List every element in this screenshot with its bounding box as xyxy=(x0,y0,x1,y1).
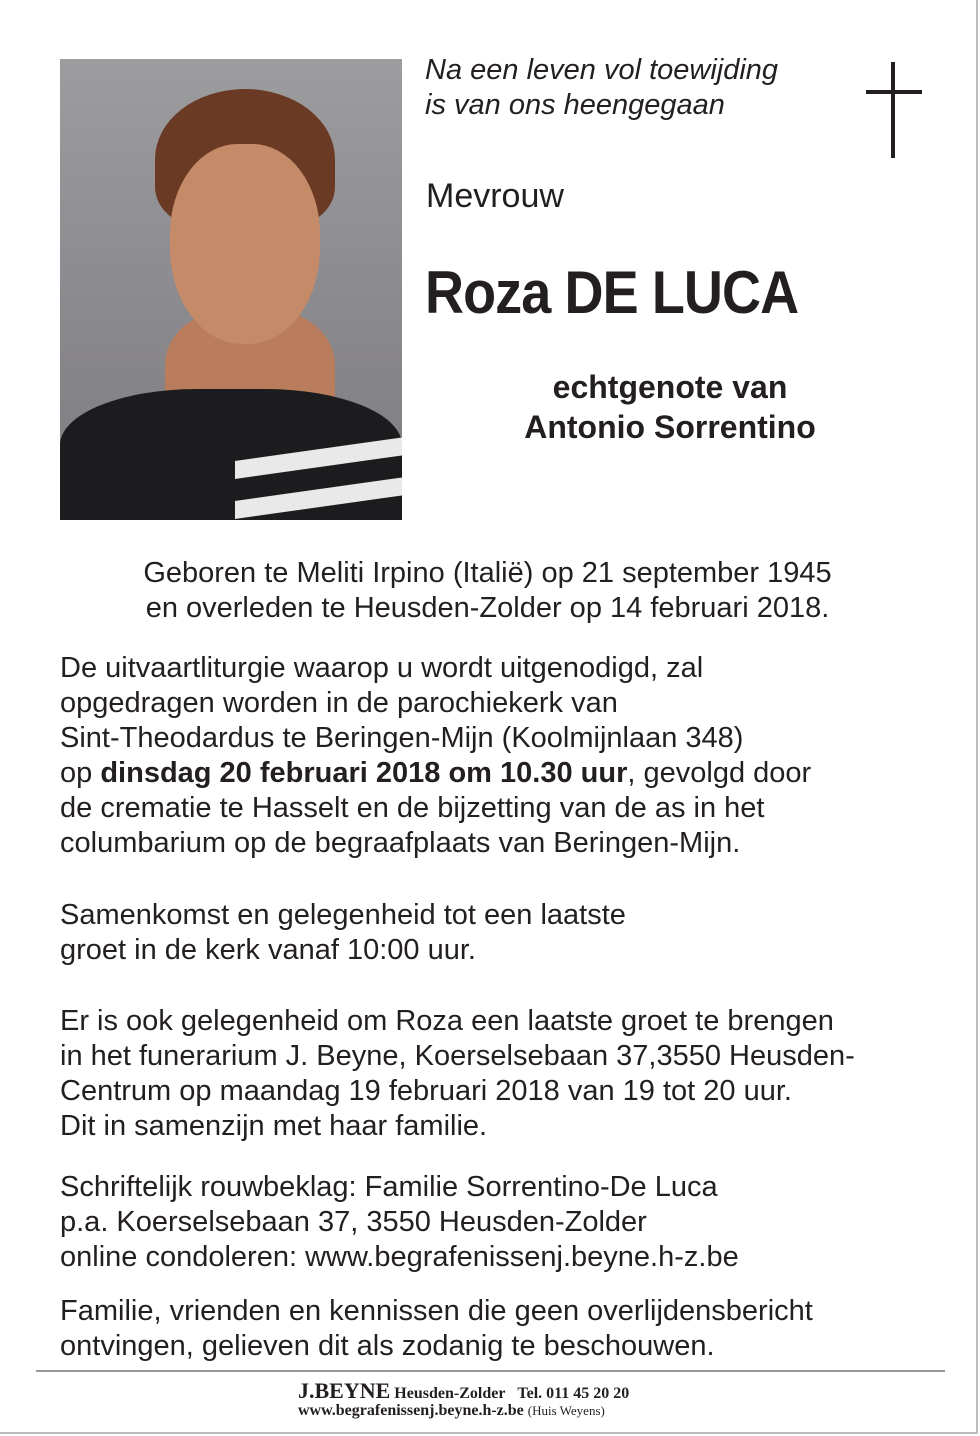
deceased-name: Roza DE LUCA xyxy=(425,259,799,326)
funeral-info: De uitvaartliturgie waarop u wordt uitgenodigd, zal opgedragen worden in de parochiekerk van Sint-Theodardus te Beringen-Mijn (Koolmijnlaan 348) op dinsdag 20 februari 2018 om 10.30 uur, gevolgd door de crematie te Hasselt en de bijzetting van de as in het columbarium op de begraafplaats van Beringen-Mijn. xyxy=(60,652,812,859)
portrait-photo xyxy=(60,59,402,520)
honorific: Mevrouw xyxy=(426,177,564,215)
birth-death-info: Geboren te Meliti Irpino (Italië) op 21 september 1945 en overleden te Heusden-Zolder op 14 februari 2018. xyxy=(143,557,832,624)
cross-icon xyxy=(866,62,922,158)
footer-divider xyxy=(36,1370,945,1372)
gathering-info: Samenkomst en gelegenheid tot een laatste groet in de kerk vanaf 10:00 uur. xyxy=(60,899,626,966)
closing-note: Familie, vrienden en kennissen die geen overlijdensbericht ontvingen, gelieven dit als zodanig te beschouwen. xyxy=(60,1295,813,1362)
website-link[interactable]: www.begrafenissenj.beyne.h-z.be xyxy=(298,1402,524,1419)
spouse: echtgenote van Antonio Sorrentino xyxy=(524,369,816,445)
funeral-date: dinsdag 20 februari 2018 om 10.30 uur xyxy=(100,757,628,789)
footer: J.BEYNE Heusden-Zolder Tel. 011 45 20 20 www.begrafenissenj.beyne.h-z.be (Huis Weyens) xyxy=(298,1378,630,1419)
condolences-info: Schriftelijk rouwbeklag: Familie Sorrentino-De Luca p.a. Koerselsebaan 37, 3550 Heusden-Zolder online condoleren: www.begrafenissenj.beyne.h-z.be xyxy=(60,1171,739,1273)
funerarium-info: Er is ook gelegenheid om Roza een laatste groet te brengen in het funerarium J. Beyne, Koerselsebaan 37,3550 Heusden- Centrum op maandag 19 februari 2018 van 19 tot 20 uur. Dit in samenzijn met haar familie. xyxy=(60,1005,855,1142)
intro-text: Na een leven vol toewijding is van ons heengegaan xyxy=(425,54,779,121)
funeral-home-brand: J.BEYNE xyxy=(298,1378,391,1403)
